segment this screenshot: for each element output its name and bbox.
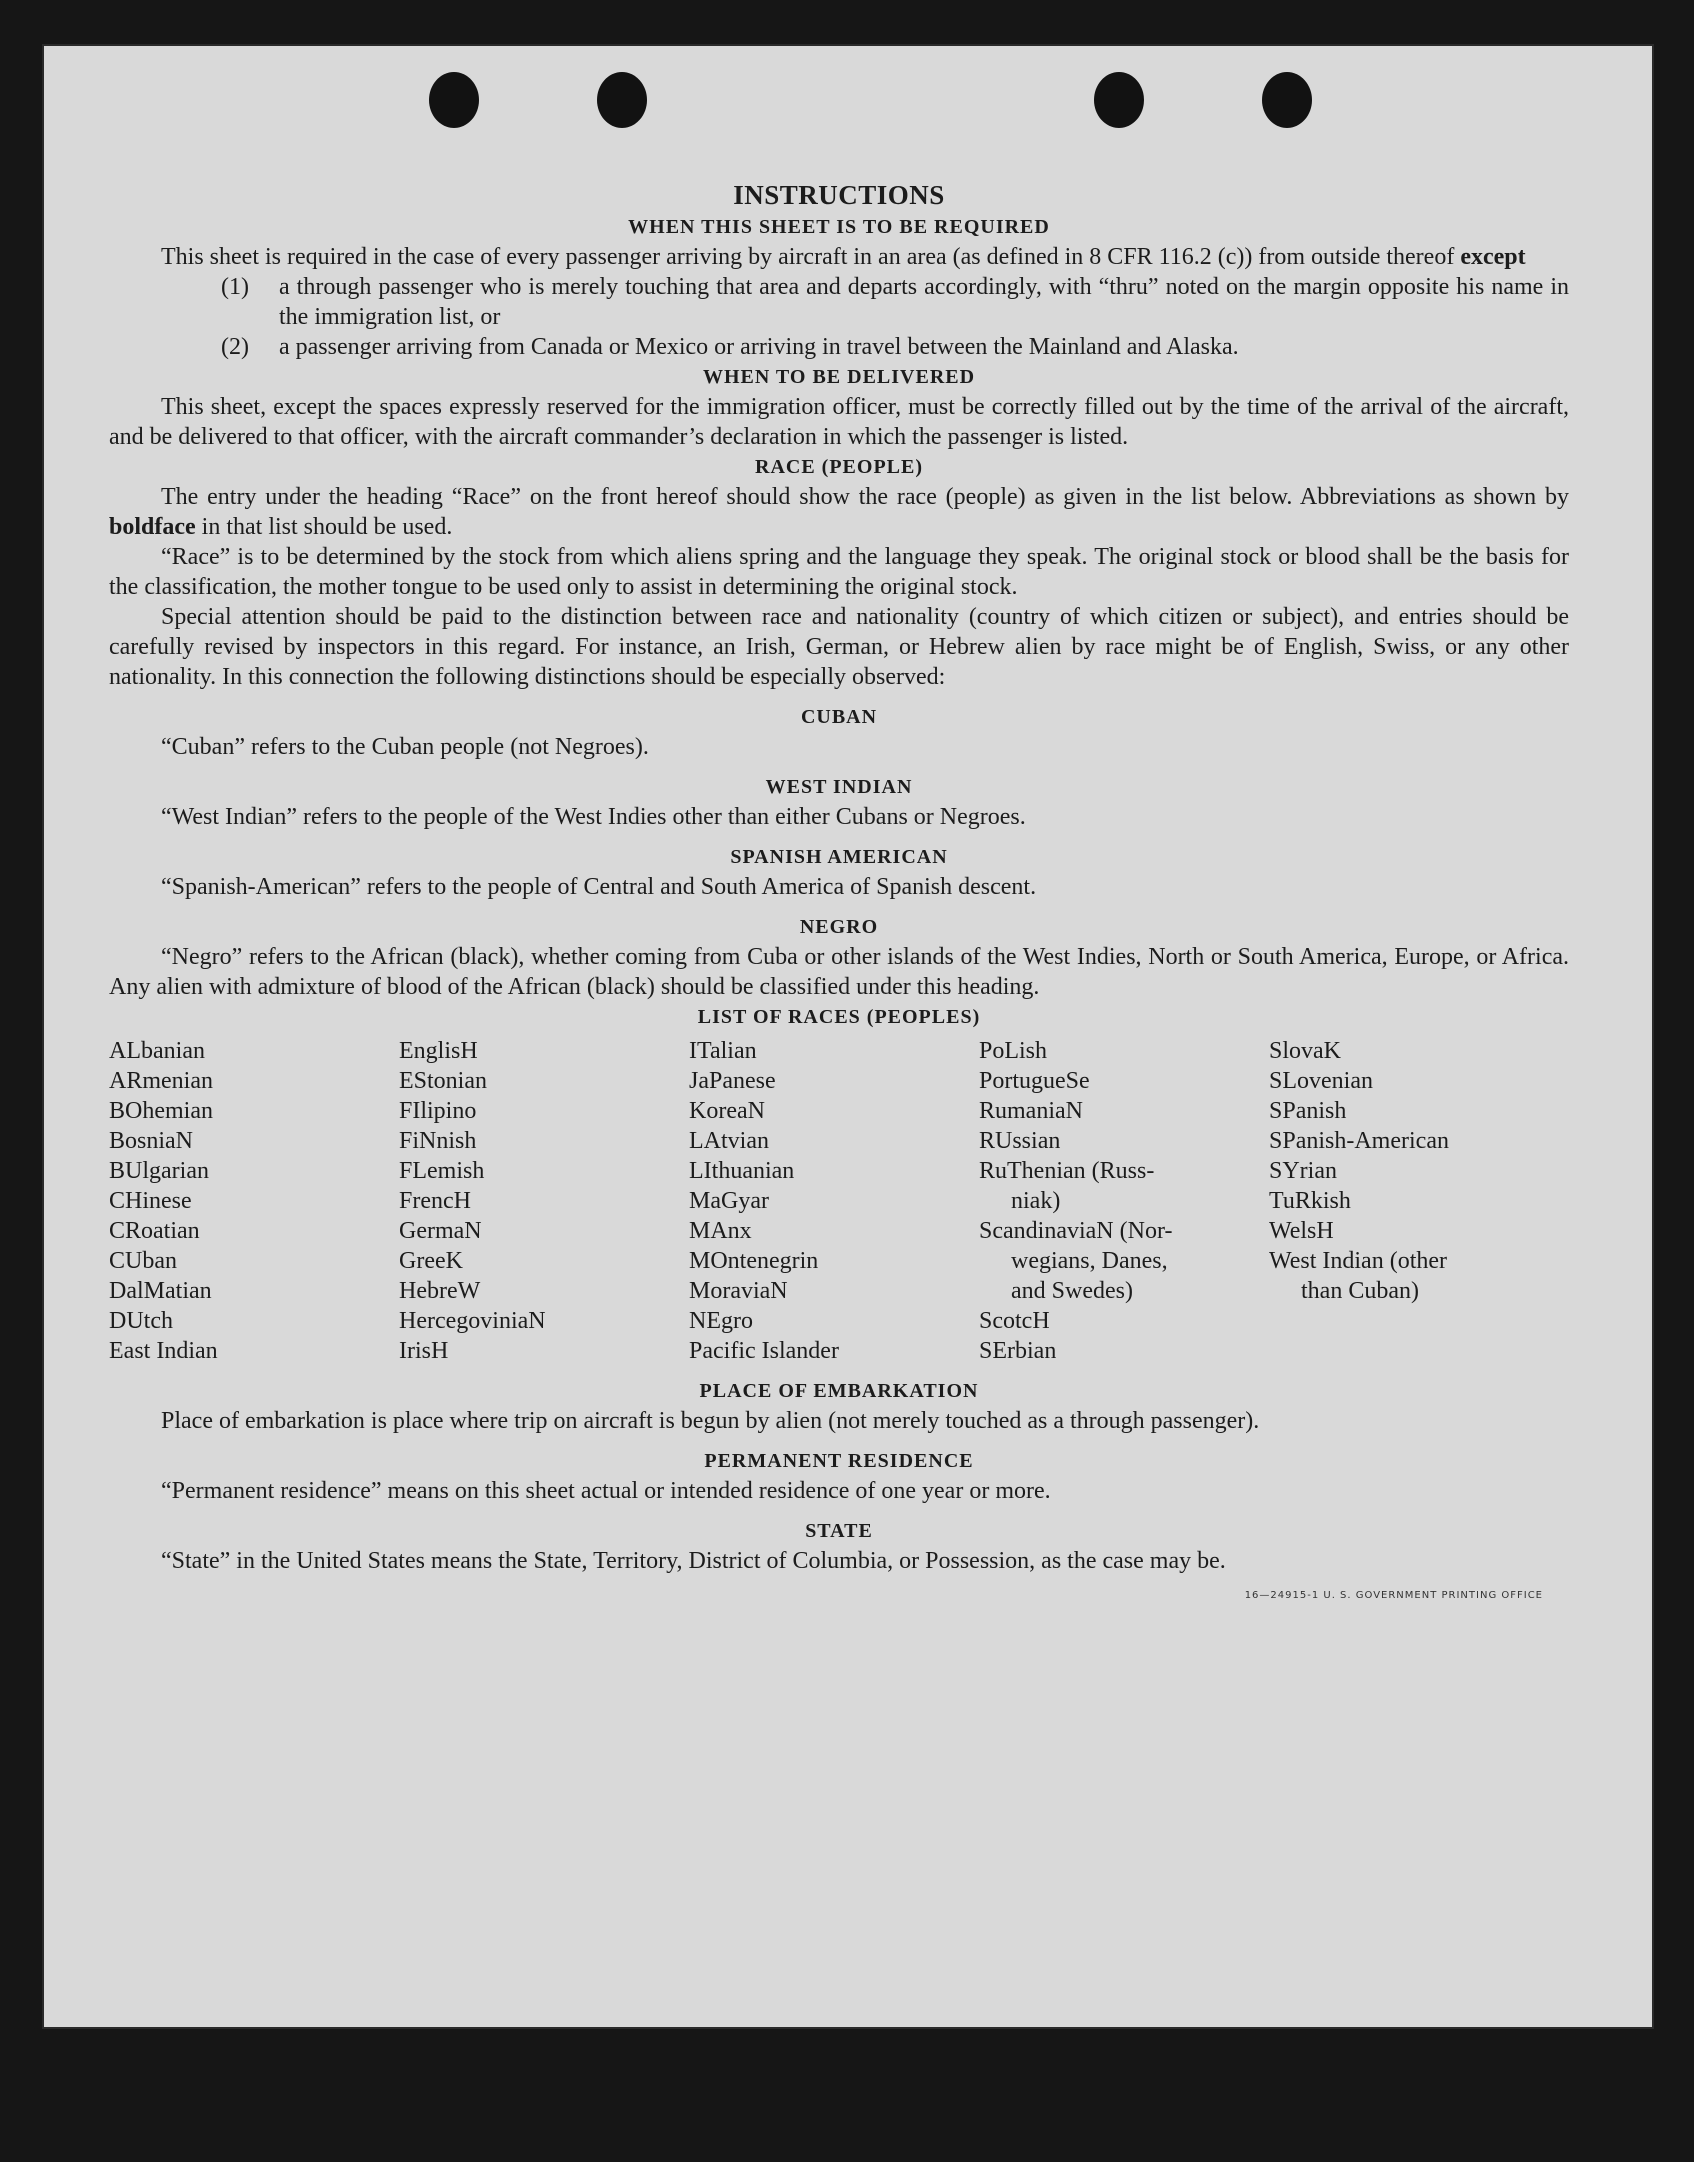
section-heading-required: WHEN THIS SHEET IS TO BE REQUIRED	[628, 216, 1050, 238]
embarkation-text: Place of embarkation is place where trip on aircraft is begun by alien (not merely touched as a through passenger).	[161, 1408, 1260, 1434]
required-item-number: (1)	[221, 274, 249, 300]
races-list	[109, 1036, 1569, 1366]
race-p1-bold: boldface	[109, 514, 196, 540]
race-entry: LIthuanian	[689, 1158, 795, 1184]
race-entry: FrencH	[399, 1188, 471, 1214]
required-item	[109, 332, 1569, 362]
race-entry-continuation: wegians, Danes,	[1011, 1248, 1168, 1274]
race-entry: SYrian	[1269, 1158, 1337, 1184]
race-entry: MOntenegrin	[689, 1248, 819, 1274]
race-paragraph-3: Special attention should be paid to the distinction between race and nationality (country of which citizen or subject), and entries should be carefully revised by inspectors in this regard. For instance, an Irish, German, or Hebrew alien by race might be of English, Swiss, or any other nationality. In this connection the following distinctions should be especially observed:	[109, 604, 1569, 690]
race-entry: RuThenian (Russ-	[979, 1158, 1155, 1184]
race-entry: EStonian	[399, 1068, 487, 1094]
race-entry: RUssian	[979, 1128, 1061, 1154]
race-entry: RumaniaN	[979, 1098, 1083, 1124]
page-title: INSTRUCTIONS	[733, 180, 945, 210]
race-entry: HebreW	[399, 1278, 481, 1304]
races-column	[689, 1036, 979, 1366]
punch-hole	[1094, 72, 1144, 128]
race-entry: LAtvian	[689, 1128, 769, 1154]
race-entry: ARmenian	[109, 1068, 213, 1094]
race-entry: SlovaK	[1269, 1038, 1341, 1064]
race-entry: FIlipino	[399, 1098, 477, 1124]
race-p1-text-b: in that list should be used.	[201, 514, 453, 540]
race-entry: DalMatian	[109, 1278, 212, 1304]
races-column	[109, 1036, 399, 1366]
race-entry: CHinese	[109, 1188, 192, 1214]
race-entry: ITalian	[689, 1038, 757, 1064]
races-column	[399, 1036, 689, 1366]
section-heading-delivered: WHEN TO BE DELIVERED	[702, 366, 976, 388]
race-entry: ScotcH	[979, 1308, 1050, 1334]
race-entry: KoreaN	[689, 1098, 765, 1124]
section-heading-cuban: CUBAN	[800, 706, 878, 728]
required-item	[109, 272, 1569, 332]
race-entry: CRoatian	[109, 1218, 200, 1244]
punch-hole	[597, 72, 647, 128]
required-item-text: a through passenger who is merely touching that area and departs accordingly, with “thru” noted on the margin opposite his name in the immigration list, or	[279, 274, 1569, 330]
race-entry: ScandinaviaN (Nor-	[979, 1218, 1173, 1244]
race-entry: MaGyar	[689, 1188, 769, 1214]
section-heading-negro: NEGRO	[799, 916, 879, 938]
race-entry: MoraviaN	[689, 1278, 788, 1304]
section-heading-west-indian: WEST INDIAN	[765, 776, 913, 798]
race-entry: PortugueSe	[979, 1068, 1090, 1094]
required-intro	[109, 242, 1569, 272]
section-heading-state: STATE	[805, 1520, 873, 1542]
section-heading-embarkation: PLACE OF EMBARKATION	[699, 1380, 979, 1402]
race-entry: FiNnish	[399, 1128, 477, 1154]
section-heading-list-of-races: LIST OF RACES (PEOPLES)	[697, 1006, 981, 1028]
west-indian-text: “West Indian” refers to the people of the West Indies other than either Cubans or Negroes.	[161, 804, 1026, 830]
race-entry: IrisH	[399, 1338, 449, 1364]
race-entry: GreeK	[399, 1248, 463, 1274]
delivered-text: This sheet, except the spaces expressly reserved for the immigration officer, must be correctly filled out by the time of the arrival of the aircraft, and be delivered to that officer, with the aircraft commander’s declaration in which the passenger is listed.	[109, 394, 1569, 450]
punch-hole	[429, 72, 479, 128]
race-entry: MAnx	[689, 1218, 752, 1244]
required-item-text: a passenger arriving from Canada or Mexico or arriving in travel between the Mainland and Alaska.	[279, 334, 1239, 360]
state-text: “State” in the United States means the State, Territory, District of Columbia, or Possession, as the case may be.	[161, 1548, 1226, 1574]
required-intro-text: This sheet is required in the case of every passenger arriving by aircraft in an area (as defined in 8 CFR 116.2 (c)) from outside thereof	[161, 244, 1455, 270]
punch-hole	[1262, 72, 1312, 128]
instructions-content	[109, 180, 1569, 1611]
race-entry: ALbanian	[109, 1038, 205, 1064]
printer-imprint-row	[109, 1576, 1569, 1611]
race-entry: Pacific Islander	[689, 1338, 839, 1364]
race-entry: DUtch	[109, 1308, 173, 1334]
section-heading-spanish-american: SPANISH AMERICAN	[730, 846, 948, 868]
race-entry: JaPanese	[689, 1068, 776, 1094]
race-entry: HercegoviniaN	[399, 1308, 546, 1334]
race-entry: GermaN	[399, 1218, 482, 1244]
race-entry: SPanish-American	[1269, 1128, 1449, 1154]
race-entry: East Indian	[109, 1338, 218, 1364]
section-heading-race: RACE (PEOPLE)	[755, 456, 923, 478]
race-entry: West Indian (other	[1269, 1248, 1448, 1274]
race-entry: WelsH	[1269, 1218, 1334, 1244]
printer-imprint: 16—24915-1 U. S. GOVERNMENT PRINTING OFFICE	[1244, 1590, 1543, 1601]
state-footer-row	[109, 1546, 1569, 1576]
race-entry: PoLish	[979, 1038, 1048, 1064]
section-heading-residence: PERMANENT RESIDENCE	[704, 1450, 974, 1472]
race-entry: SPanish	[1269, 1098, 1347, 1124]
race-entry: BOhemian	[109, 1098, 213, 1124]
race-entry-continuation: and Swedes)	[1011, 1278, 1133, 1304]
document-sheet	[42, 44, 1654, 2029]
races-column	[1269, 1036, 1559, 1366]
cuban-text: “Cuban” refers to the Cuban people (not Negroes).	[161, 734, 649, 760]
residence-text: “Permanent residence” means on this sheet actual or intended residence of one year or more.	[161, 1478, 1051, 1504]
race-entry: BUlgarian	[109, 1158, 209, 1184]
race-entry-continuation: than Cuban)	[1301, 1278, 1419, 1304]
negro-text: “Negro” refers to the African (black), whether coming from Cuba or other islands of the West Indies, North or South America, Europe, or Africa. Any alien with admixture of blood of the African (black) should be classified under this heading.	[109, 944, 1569, 1000]
race-entry: CUban	[109, 1248, 177, 1274]
race-entry: FLemish	[399, 1158, 485, 1184]
races-column	[979, 1036, 1269, 1366]
race-paragraph-1	[109, 482, 1569, 542]
race-paragraph-2: “Race” is to be determined by the stock from which aliens spring and the language they speak. The original stock or blood shall be the basis for the classification, the mother tongue to be used only to assist in determining the original stock.	[109, 544, 1569, 600]
race-entry-continuation: niak)	[1011, 1188, 1061, 1214]
race-p1-text-a: The entry under the heading “Race” on the front hereof should show the race (people) as given in the list below. Abbreviations as shown by	[161, 484, 1569, 510]
race-entry: TuRkish	[1269, 1188, 1351, 1214]
race-entry: NEgro	[689, 1308, 753, 1334]
race-entry: EnglisH	[399, 1038, 478, 1064]
race-entry: BosniaN	[109, 1128, 193, 1154]
required-item-number: (2)	[221, 334, 249, 360]
race-entry: SErbian	[979, 1338, 1057, 1364]
race-entry: SLovenian	[1269, 1068, 1373, 1094]
required-except: except	[1460, 244, 1526, 270]
spanish-american-text: “Spanish-American” refers to the people of Central and South America of Spanish descent.	[161, 874, 1037, 900]
